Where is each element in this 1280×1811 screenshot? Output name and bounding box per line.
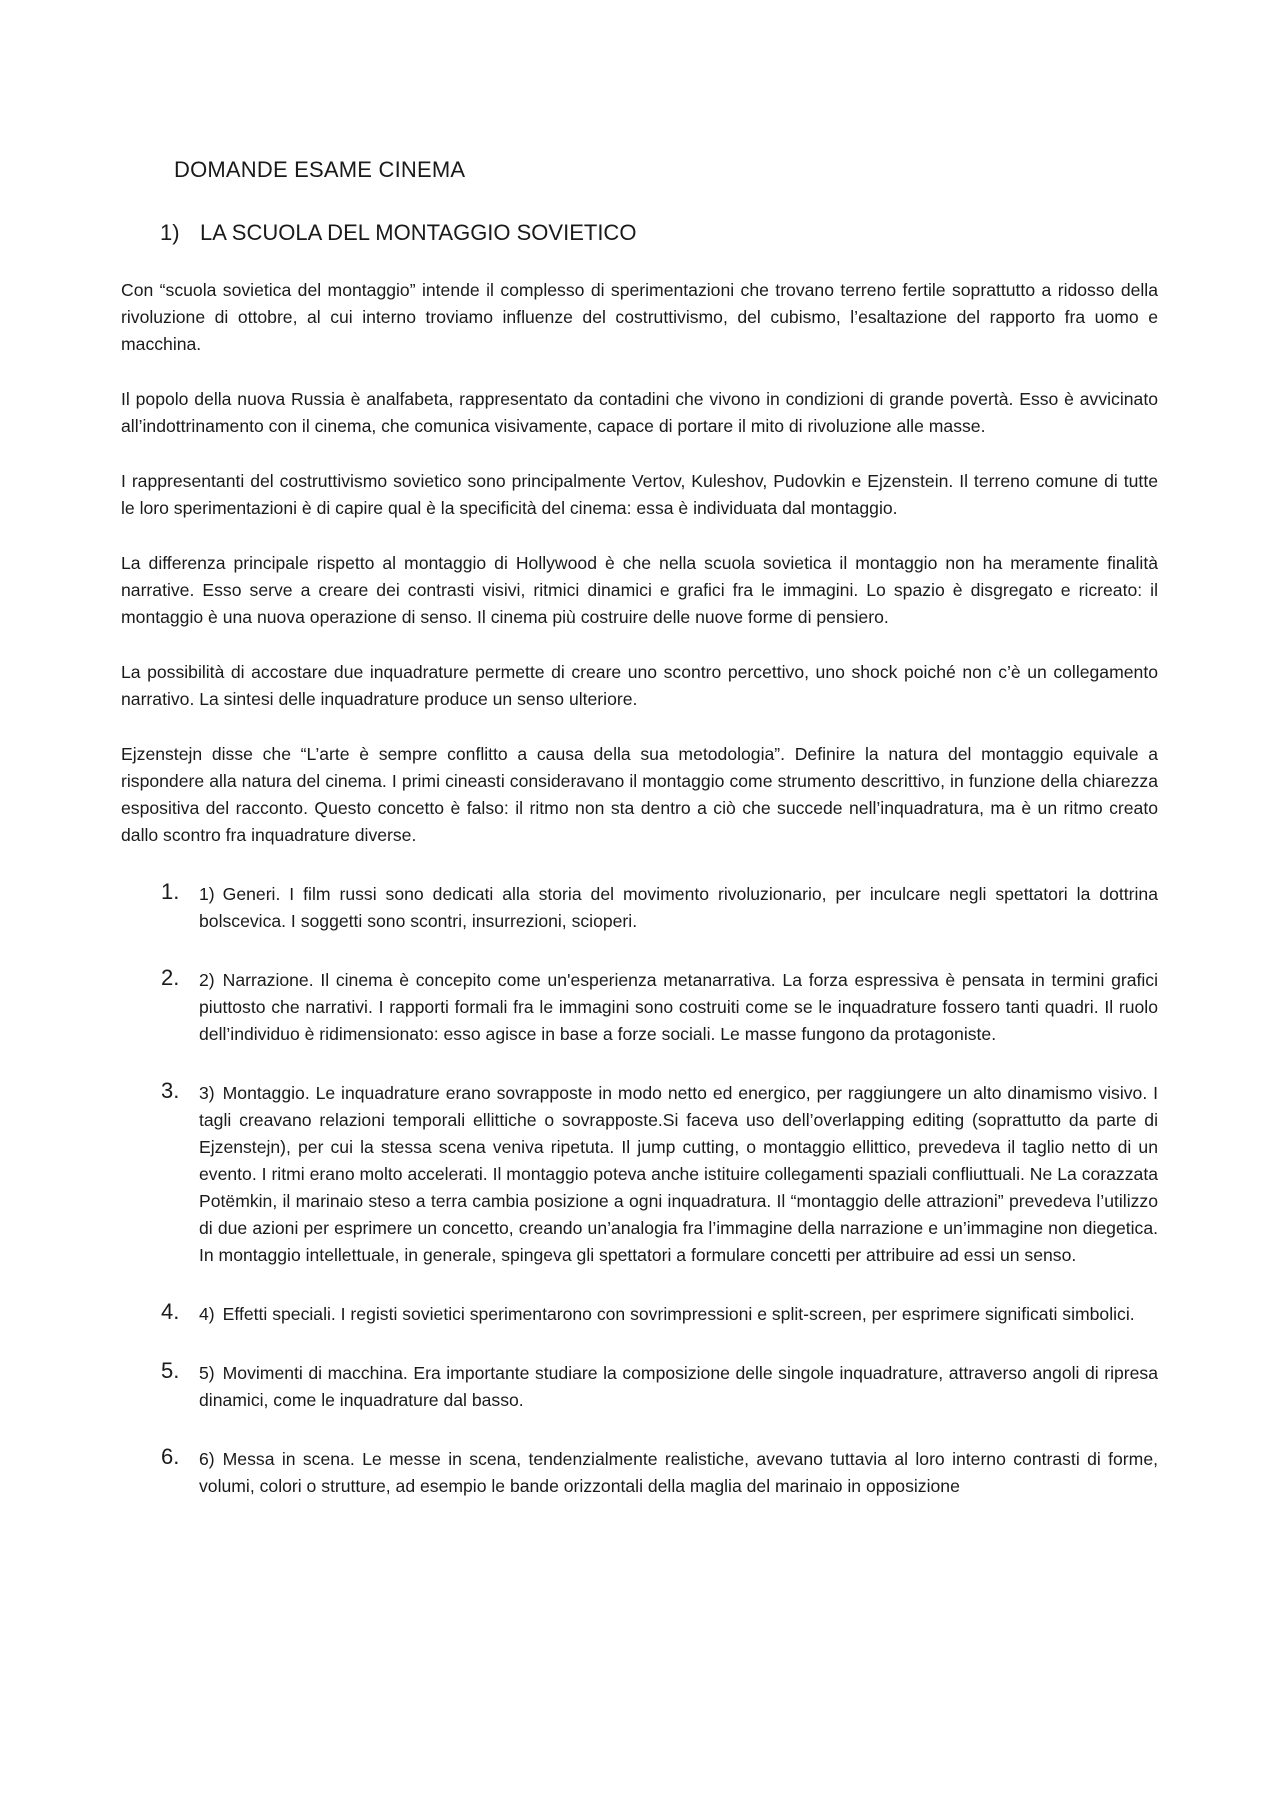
list-item	[121, 1080, 1158, 1269]
section-heading	[160, 220, 636, 246]
list-item-text: Generi. I film russi sono dedicati alla storia del movimento rivoluzionario, per inculcare negli spettatori la dottrina bolscevica. I soggetti sono scontri, insurrezioni, scioperi.	[199, 884, 1158, 931]
paragraph: I rappresentanti del costruttivismo sovietico sono principalmente Vertov, Kuleshov, Pudovkin e Ejzenstein. Il terreno comune di tutte le loro sperimentazioni è di capire qual è la specificità del cinema: essa è individuata dal montaggio.	[121, 471, 1158, 518]
list-marker: 1.	[161, 879, 180, 904]
document-title: DOMANDE ESAME CINEMA	[174, 157, 466, 182]
paragraph: La possibilità di accostare due inquadrature permette di creare uno scontro percettivo, uno shock poiché non c’è un collegamento narrativo. La sintesi delle inquadrature produce un senso ulteriore.	[121, 662, 1158, 709]
list-sub-number: 2)	[199, 970, 215, 990]
paragraph: Ejzenstejn disse che “L’arte è sempre conflitto a causa della sua metodologia”. Definire la natura del montaggio equivale a rispondere alla natura del cinema. I primi cineasti consideravano il montaggio come strumento descrittivo, in funzione della chiarezza espositiva del racconto. Questo concetto è falso: il ritmo non sta dentro a ciò che succede nell’inquadratura, ma è un ritmo creato dallo scontro fra inquadrature diverse.	[121, 744, 1158, 845]
list-item-text: Movimenti di macchina. Era importante studiare la composizione delle singole inquadrature, attraverso angoli di ripresa dinamici, come le inquadrature dal basso.	[199, 1363, 1158, 1410]
list-marker: 2.	[161, 965, 180, 990]
section-title: LA SCUOLA DEL MONTAGGIO SOVIETICO	[200, 220, 637, 245]
list-sub-number: 3)	[199, 1083, 215, 1103]
list-marker: 5.	[161, 1358, 180, 1383]
list-item	[121, 1360, 1158, 1414]
list-item	[121, 1446, 1158, 1500]
list-item-text: Montaggio. Le inquadrature erano sovrapposte in modo netto ed energico, per raggiungere un alto dinamismo visivo. I tagli creavano relazioni temporali ellittiche o sovrapposte.Si faceva uso dell’overlapping editing (soprattutto da parte di Ejzenstejn), per cui la stessa scena veniva ripetuta. Il jump cutting, o montaggio ellittico, prevedeva il taglio netto di un evento. I ritmi erano molto accelerati. Il montaggio poteva anche istituire collegamenti spaziali confliuttuali. Ne La corazzata Potëmkin, il marinaio steso a terra cambia posizione a ogni inquadratura. Il “montaggio delle attrazioni” prevedeva l’utilizzo di due azioni per esprimere un concetto, creando un’analogia fra l’immagine della narrazione e un’immagine non diegetica. In montaggio intellettuale, in generale, spingeva gli spettatori a formulare concetti per attribuire ad essi un senso.	[199, 1083, 1158, 1265]
list-sub-number: 1)	[199, 884, 215, 904]
section-number: 1)	[160, 220, 180, 245]
numbered-list	[121, 881, 1158, 1500]
list-sub-number: 5)	[199, 1363, 215, 1383]
paragraph: Con “scuola sovietica del montaggio” intende il complesso di sperimentazioni che trovano terreno fertile soprattutto a ridosso della rivoluzione di ottobre, al cui interno troviamo influenze del costruttivismo, del cubismo, l’esaltazione del rapporto fra uomo e macchina.	[121, 280, 1158, 354]
paragraph: Il popolo della nuova Russia è analfabeta, rappresentato da contadini che vivono in condizioni di grande povertà. Esso è avvicinato all’indottrinamento con il cinema, che comunica visivamente, capace di portare il mito di rivoluzione alle masse.	[121, 389, 1158, 436]
list-marker: 3.	[161, 1078, 180, 1103]
list-item-text: Effetti speciali. I registi sovietici sperimentarono con sovrimpressioni e split-screen, per esprimere significati simbolici.	[222, 1304, 1135, 1324]
list-item	[121, 967, 1158, 1048]
list-marker: 6.	[161, 1444, 180, 1469]
list-item	[121, 881, 1158, 935]
list-sub-number: 6)	[199, 1449, 215, 1469]
list-item-text: Messa in scena. Le messe in scena, tendenzialmente realistiche, avevano tuttavia al loro interno contrasti di forme, volumi, colori o strutture, ad esempio le bande orizzontali della maglia del marinaio in opposizione	[199, 1449, 1158, 1496]
document-body	[121, 277, 1158, 1532]
list-item-text: Narrazione. Il cinema è concepito come un'esperienza metanarrativa. La forza espressiva è pensata in termini grafici piuttosto che narrativi. I rapporti formali fra le immagini sono costruiti come se le inquadrature fossero tanti quadri. Il ruolo dell’individuo è ridimensionato: esso agisce in base a forze sociali. Le masse fungono da protagoniste.	[199, 970, 1158, 1044]
list-item	[121, 1301, 1158, 1328]
list-marker: 4.	[161, 1299, 180, 1324]
list-sub-number: 4)	[199, 1304, 215, 1324]
paragraph: La differenza principale rispetto al montaggio di Hollywood è che nella scuola sovietica il montaggio non ha meramente finalità narrative. Esso serve a creare dei contrasti visivi, ritmici dinamici e grafici fra le immagini. Lo spazio è disgregato e ricreato: il montaggio è una nuova operazione di senso. Il cinema più costruire delle nuove forme di pensiero.	[121, 553, 1158, 627]
